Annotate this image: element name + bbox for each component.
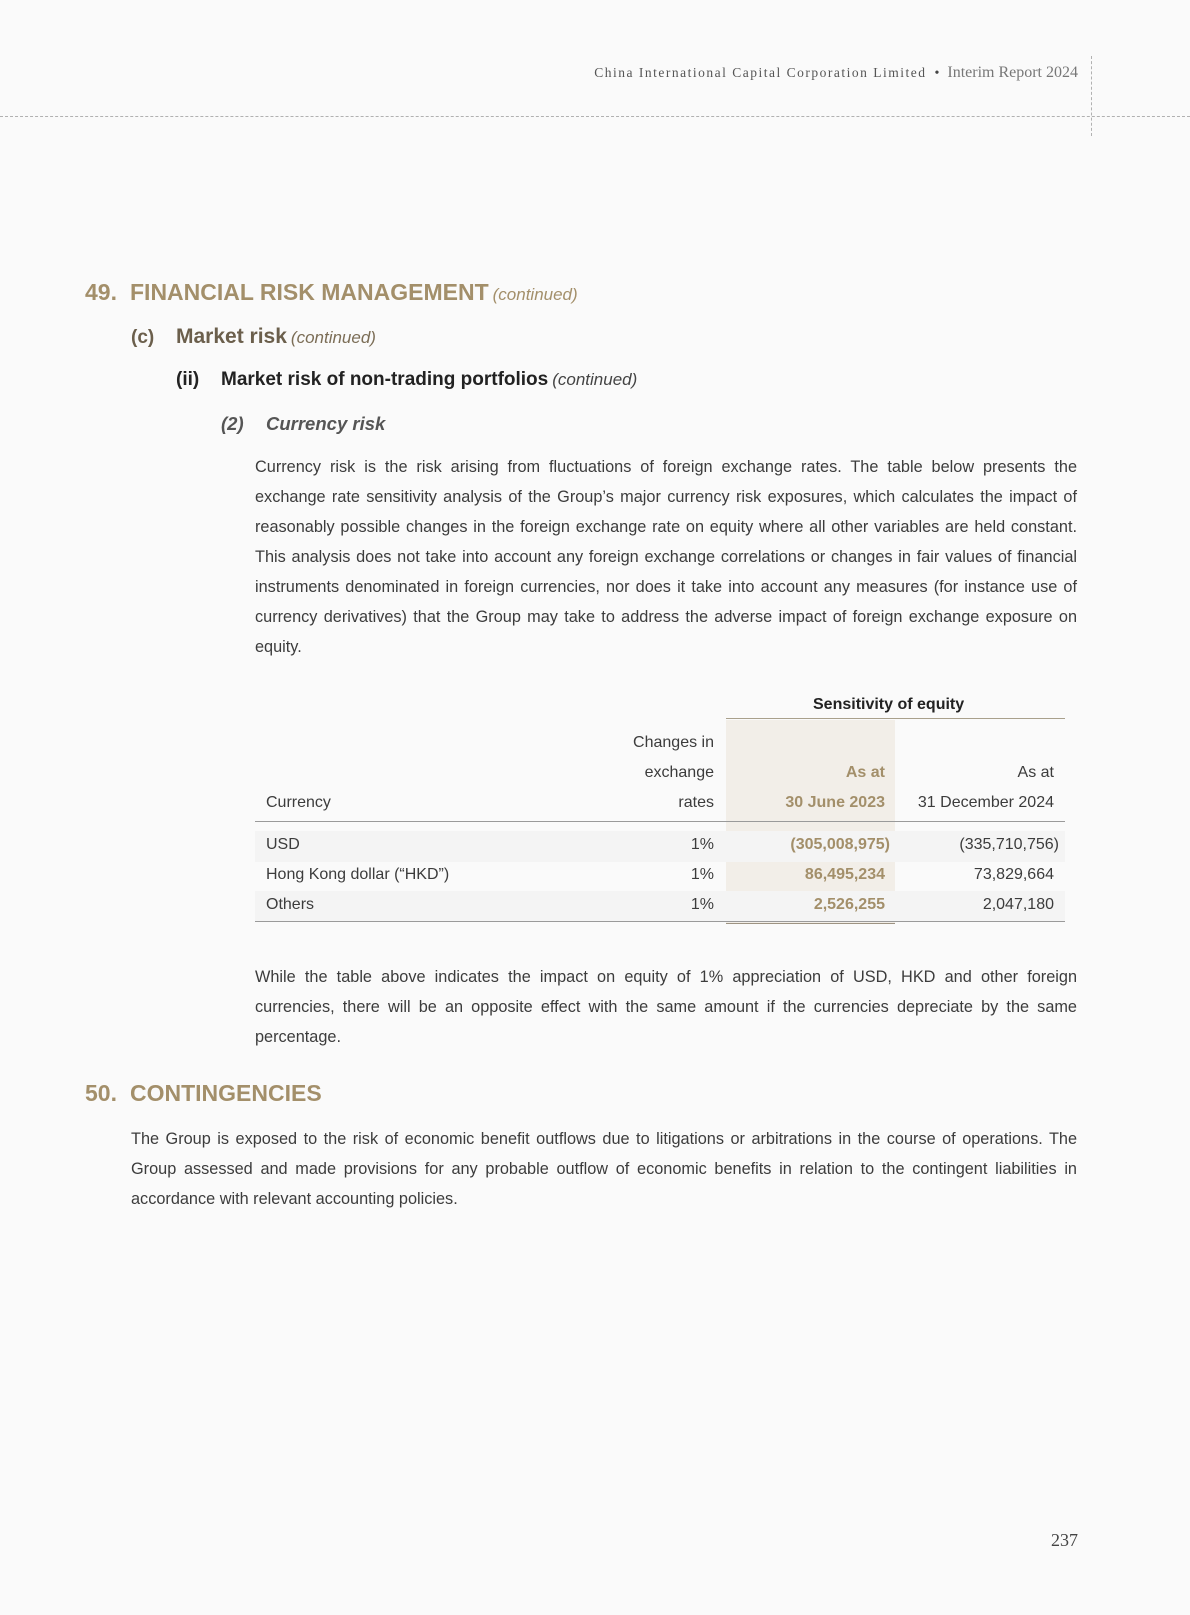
table-row-shading	[255, 831, 1065, 862]
header-dashed-vertical-rule	[1091, 56, 1092, 136]
subsection-c-title: Market risk	[176, 325, 287, 348]
table-row-shading	[255, 891, 1065, 922]
current-period-header-line-1: As at	[845, 764, 885, 781]
subsection-2-title: Currency risk	[266, 413, 386, 434]
after-table-paragraph: While the table above indicates the impact on equity of 1% appreciation of USD, HKD and other foreign currencies, there will be an opposite effect with the same amount if the currencies depreciate by the same percentage.	[255, 968, 1077, 1046]
subsection-2-number: (2)	[221, 413, 244, 434]
subsection-c-continued: (continued)	[290, 328, 376, 347]
table-bottom-rule	[255, 921, 1065, 922]
table-row-prior-value: 73,829,664	[973, 866, 1054, 883]
sensitivity-table	[255, 688, 1065, 923]
section-49-continued: (continued)	[492, 285, 578, 304]
table-row-current-value: 86,495,234	[804, 866, 885, 883]
contingencies-paragraph: The Group is exposed to the risk of economic benefit outflows due to litigations or arbitrations in the course of operations. The Group assessed and made provisions for any probable outflow of economic benefits in relation to the contingent liabilities in accordance with relevant accounting policies.	[131, 1130, 1077, 1208]
subsection-2-heading	[221, 413, 385, 435]
prior-period-header-line-2: 31 December 2024	[917, 794, 1054, 811]
running-header	[594, 64, 1078, 82]
section-50-number: 50.	[85, 1080, 117, 1106]
changes-header-line-1: Changes in	[633, 734, 714, 751]
header-dashed-rule	[0, 116, 1190, 117]
currency-column-header: Currency	[266, 794, 331, 811]
table-row-current-value: (305,008,975)	[790, 836, 890, 853]
subsection-c-number: (c)	[131, 327, 155, 348]
table-row-currency: USD	[266, 836, 300, 853]
table-row-current-value: 2,526,255	[813, 896, 885, 913]
header-company: China International Capital Corporation Limited	[594, 65, 927, 80]
table-header-rule	[255, 821, 1065, 822]
section-49-number: 49.	[85, 279, 117, 305]
table-row-currency: Others	[266, 896, 315, 913]
subsection-ii-title: Market risk of non-trading portfolios	[221, 369, 549, 390]
section-50-heading	[85, 1080, 322, 1107]
changes-header-line-3: rates	[678, 794, 714, 811]
table-row-currency: Hong Kong dollar (“HKD”)	[266, 866, 450, 883]
subsection-ii-number: (ii)	[176, 369, 200, 390]
current-period-header-line-2: 30 June 2023	[785, 794, 885, 811]
subsection-ii-continued: (continued)	[552, 370, 638, 389]
table-row-prior-value: (335,710,756)	[959, 836, 1059, 853]
page-number: 237	[1051, 1530, 1078, 1550]
header-report-title: Interim Report 2024	[947, 64, 1078, 81]
group-header-rule	[726, 718, 1065, 719]
changes-header-line-2: exchange	[644, 764, 714, 781]
table-row-change: 1%	[690, 896, 714, 913]
currency-risk-intro-paragraph: Currency risk is the risk arising from fluctuations of foreign exchange rates. The table below presents the exchange rate sensitivity analysis of the Group’s major currency risk exposures, which calculates the impact of reasonably possible changes in the foreign exchange rate on equity where all other variables are held constant. This analysis does not take into account any foreign exchange correlations or changes in fair values of financial instruments denominated in foreign currencies, nor does it take into account any measures (for instance use of currency derivatives) that the Group may take to address the adverse impact of foreign exchange exposure on equity.	[255, 458, 1077, 656]
section-49-heading	[85, 279, 578, 306]
section-49-title: FINANCIAL RISK MANAGEMENT	[130, 279, 489, 305]
sensitivity-of-equity-header: Sensitivity of equity	[813, 696, 965, 713]
table-row-change: 1%	[690, 836, 714, 853]
table-row-prior-value: 2,047,180	[982, 896, 1054, 913]
prior-period-header-line-1: As at	[1017, 764, 1054, 781]
section-50-title: CONTINGENCIES	[130, 1080, 322, 1106]
header-separator: •	[934, 66, 940, 81]
subsection-ii-heading	[176, 369, 637, 391]
subsection-c-heading	[131, 325, 376, 349]
table-row-change: 1%	[690, 866, 714, 883]
